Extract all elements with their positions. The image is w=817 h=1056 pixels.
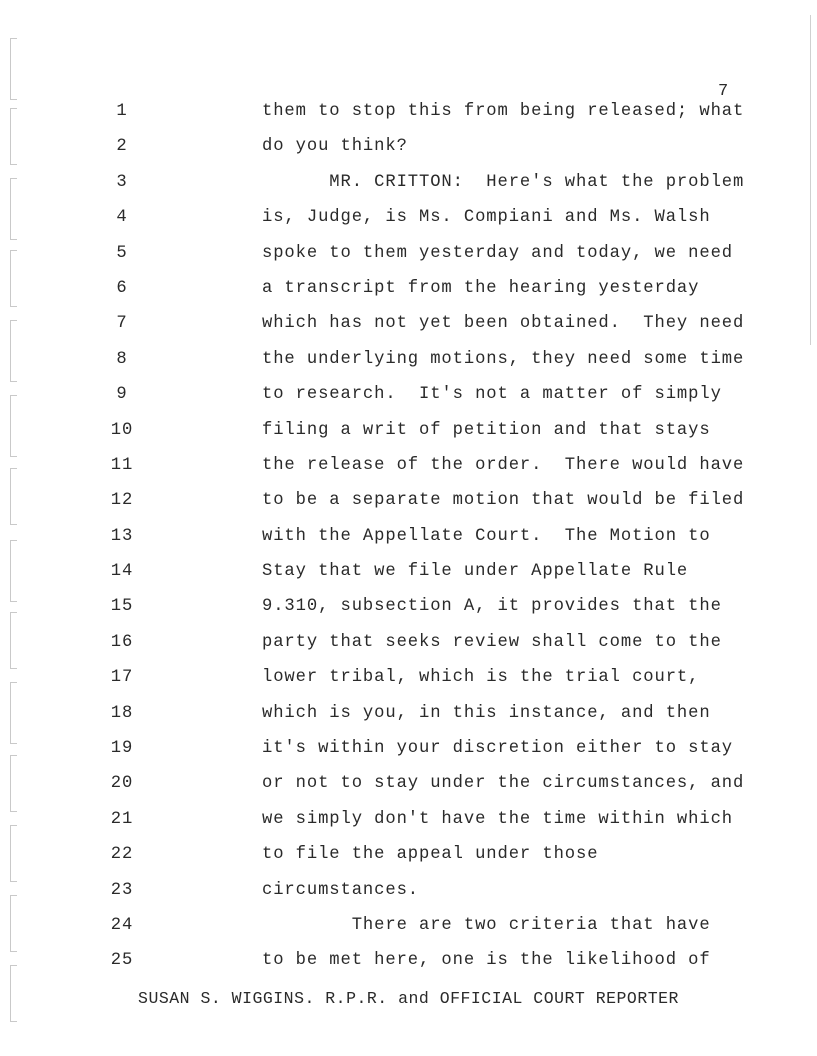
line-text: Stay that we file under Appellate Rule — [262, 562, 689, 582]
transcript-line — [0, 946, 817, 981]
line-text: we simply don't have the time within which — [262, 809, 733, 829]
transcript-line — [0, 522, 817, 557]
line-text: the underlying motions, they need some time — [262, 349, 745, 369]
transcript-line — [0, 203, 817, 238]
line-number: 1 — [116, 102, 128, 121]
line-number: 21 — [110, 809, 134, 829]
transcript-line — [0, 239, 817, 274]
line-number: 2 — [116, 137, 128, 157]
line-text: do you think? — [262, 137, 408, 157]
line-text: MR. CRITTON: Here's what the problem — [262, 172, 745, 192]
transcript-line — [0, 97, 817, 132]
line-number: 12 — [110, 491, 134, 511]
transcript-line — [0, 699, 817, 734]
page-number: 7 — [718, 82, 729, 101]
transcript-line — [0, 628, 817, 663]
line-number: 23 — [110, 880, 134, 900]
transcript-line — [0, 451, 817, 486]
line-number: 5 — [116, 243, 128, 263]
line-number: 8 — [116, 349, 128, 369]
transcript-line — [0, 557, 817, 592]
transcript-line — [0, 309, 817, 344]
line-text: circumstances. — [262, 880, 419, 900]
transcript-lines — [0, 97, 817, 982]
line-text: or not to stay under the circumstances, and — [262, 774, 745, 794]
transcript-line — [0, 132, 817, 167]
line-number: 4 — [116, 208, 128, 228]
line-text: a transcript from the hearing yesterday — [262, 278, 700, 298]
line-text: them to stop this from being released; what — [262, 102, 745, 121]
transcript-line — [0, 911, 817, 946]
transcript-line — [0, 380, 817, 415]
reporter-footer: SUSAN S. WIGGINS. R.P.R. and OFFICIAL COURT REPORTER — [138, 989, 679, 1008]
line-text: lower tribal, which is the trial court, — [262, 668, 700, 688]
line-number: 20 — [110, 774, 134, 794]
line-number: 7 — [116, 314, 128, 334]
line-number: 14 — [110, 562, 134, 582]
line-number: 17 — [110, 668, 134, 688]
transcript-line — [0, 274, 817, 309]
line-text: to be a separate motion that would be filed — [262, 491, 745, 511]
line-text: 9.310, subsection A, it provides that the — [262, 597, 722, 617]
transcript-line — [0, 876, 817, 911]
line-number: 9 — [116, 385, 128, 405]
line-number: 10 — [110, 420, 134, 440]
line-number: 18 — [110, 703, 134, 723]
binding-mark — [10, 38, 17, 100]
transcript-line — [0, 734, 817, 769]
line-number: 13 — [110, 526, 134, 546]
line-text: to be met here, one is the likelihood of — [262, 951, 711, 971]
line-text: There are two criteria that have — [262, 915, 711, 935]
line-number: 11 — [110, 455, 134, 475]
transcript-line — [0, 663, 817, 698]
line-text: with the Appellate Court. The Motion to — [262, 526, 711, 546]
line-number: 15 — [110, 597, 134, 617]
transcript-line — [0, 416, 817, 451]
transcript-line — [0, 805, 817, 840]
line-text: the release of the order. There would have — [262, 455, 745, 475]
transcript-line — [0, 592, 817, 627]
line-text: party that seeks review shall come to the — [262, 632, 722, 652]
transcript-line — [0, 840, 817, 875]
line-text: which is you, in this instance, and then — [262, 703, 711, 723]
line-text: which has not yet been obtained. They need — [262, 314, 745, 334]
transcript-line — [0, 345, 817, 380]
transcript-line — [0, 486, 817, 521]
line-text: it's within your discretion either to stay — [262, 739, 733, 759]
transcript-line — [0, 168, 817, 203]
transcript-line — [0, 769, 817, 804]
line-number: 16 — [110, 632, 134, 652]
line-text: to research. It's not a matter of simply — [262, 385, 722, 405]
line-number: 19 — [110, 739, 134, 759]
line-number: 3 — [116, 172, 128, 192]
line-number: 25 — [110, 951, 134, 971]
line-text: is, Judge, is Ms. Compiani and Ms. Walsh — [262, 208, 711, 228]
line-text: filing a writ of petition and that stays — [262, 420, 711, 440]
line-text: to file the appeal under those — [262, 845, 599, 865]
line-number: 24 — [110, 915, 134, 935]
line-number: 6 — [116, 278, 128, 298]
line-number: 22 — [110, 845, 134, 865]
line-text: spoke to them yesterday and today, we need — [262, 243, 733, 263]
